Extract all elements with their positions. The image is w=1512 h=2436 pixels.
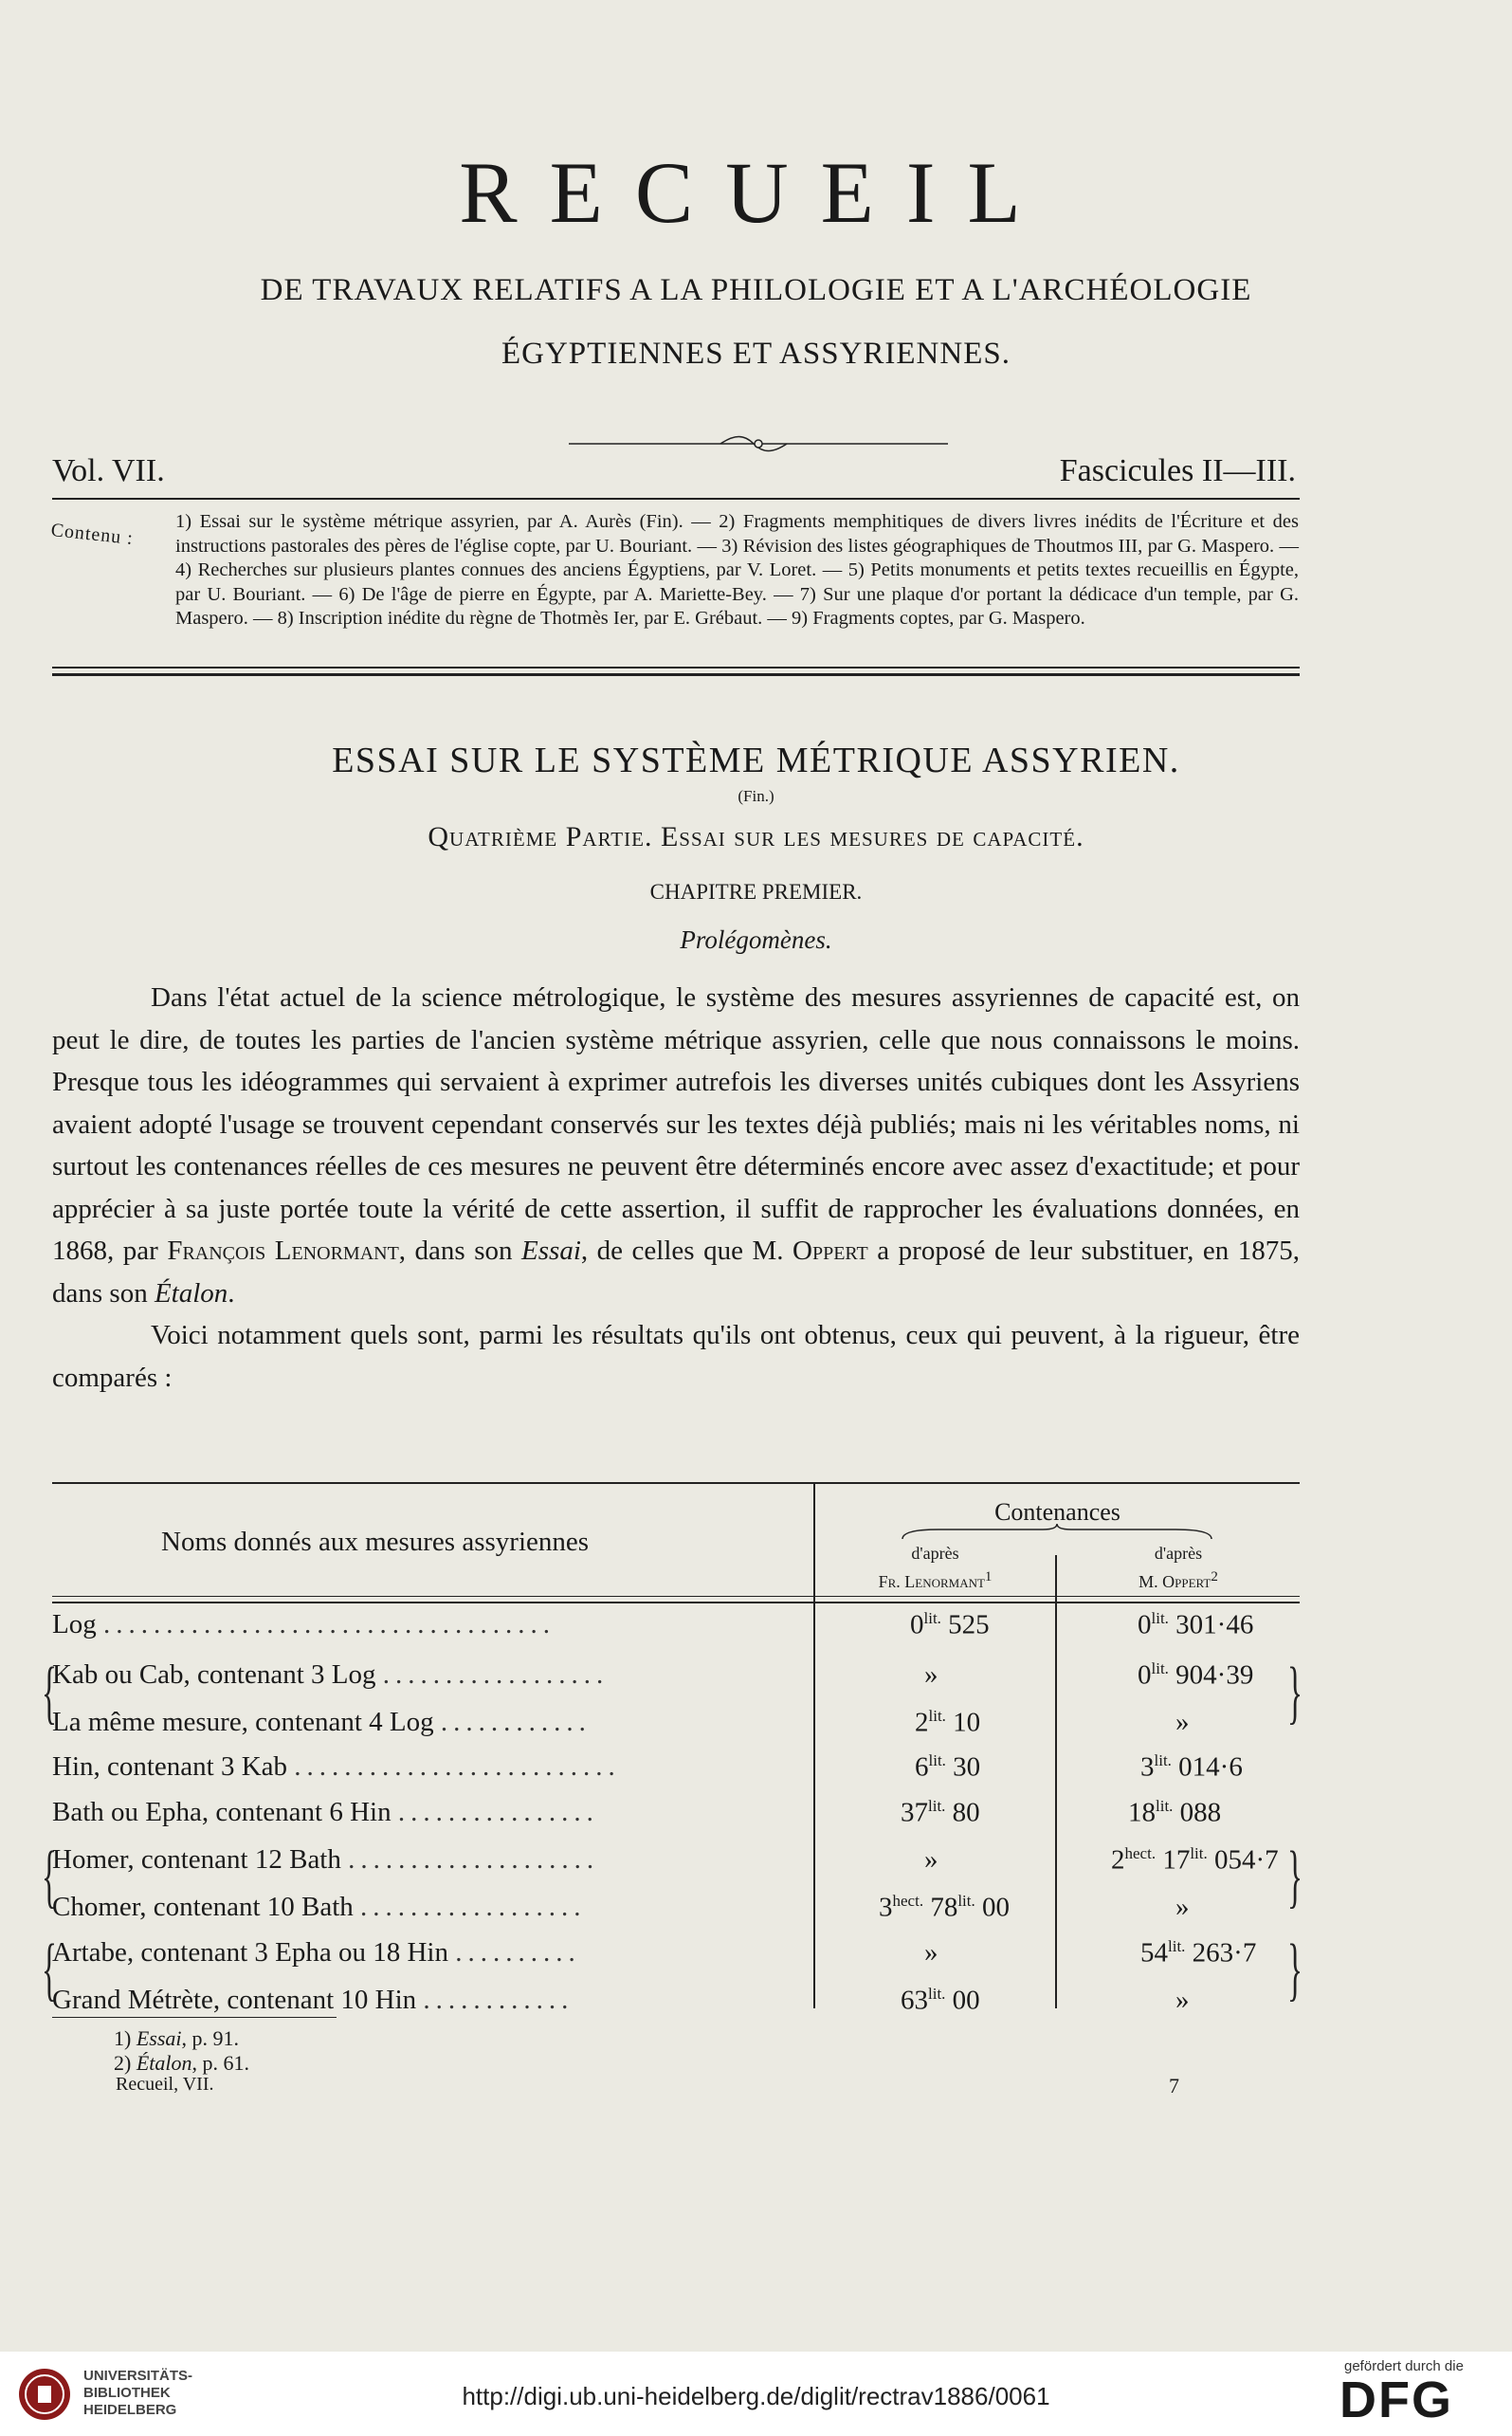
journal-subtitle-line1: DE TRAVAUX RELATIFS A LA PHILOLOGIE ET A L'ARCHÉOLOGIE — [260, 273, 1252, 307]
title-etalon: Étalon — [154, 1277, 228, 1309]
contenances-brace — [901, 1522, 1213, 1541]
author-lenormant: François Lenormant — [167, 1236, 399, 1266]
table-row: Kab ou Cab, contenant 3 Log .................. — [52, 1659, 610, 1690]
dfg-logo: DFG — [1339, 2372, 1453, 2428]
table-row: La même mesure, contenant 4 Log ............ — [52, 1707, 592, 1737]
contenu-text: 1) Essai sur le système métrique assyrien, par A. Aurès (Fin). — 2) Fragments memphitiques de divers livres inédits de l'Écriture et des instructions pastorales des pères de l'église copte, par U. Bouriant. — 3) Révision des listes géographiques de Thoutmos III, par G. Maspero. — 4) Recherches sur plusieurs plantes connues des anciens Égyptiens, par V. Loret. — 5) Petits monuments et petits textes recueillis en Égypte, par U. Bouriant. — 6) De l'âge de pierre en Égypte, par A. Mariette-Bey. — 7) Sur une plaque d'or portant la dédicace d'un temple, par G. Maspero. — 8) Inscription inédite du règne de Thotmès Ier, par E. Grébaut. — 9) Fragments coptes, par G. Maspero. — [175, 511, 1299, 629]
footnote-rule — [52, 2017, 337, 2018]
paragraph-2: Voici notamment quels sont, parmi les résultats qu'ils ont obtenus, ceux qui peuvent, à la rigueur, être comparés : — [52, 1320, 1300, 1393]
lenormant-value: $6^{lit.}$ 30 — [915, 1751, 981, 1783]
fascicules-label: Fascicules II—III. — [1059, 453, 1296, 488]
section-heading: Prolégomènes. — [680, 925, 832, 954]
table-col-divider-2 — [1055, 1555, 1057, 2008]
row-pair-brace-left: { — [42, 1654, 57, 1731]
table-row: Homer, contenant 12 Bath .................... — [52, 1844, 600, 1875]
lenormant-value: $63^{lit.}$ 00 — [901, 1985, 980, 2016]
row-pair-brace-right: } — [1287, 1654, 1303, 1731]
oppert-value: $18^{lit.}$ 088 — [1128, 1797, 1222, 1828]
journal-title: RECUEIL — [459, 144, 1053, 241]
article-fin: (Fin.) — [738, 787, 774, 805]
oppert-value: $0^{lit.}$ 904·39 — [1138, 1659, 1254, 1691]
table-row: Bath ou Epha, contenant 6 Hin ................ — [52, 1797, 599, 1827]
dfg-caption: gefördert durch die — [1344, 2358, 1464, 2374]
table-row: Grand Métrète, contenant 10 Hin ............ — [52, 1985, 574, 2015]
col-dapres-2: d'après — [1154, 1544, 1203, 1563]
row-pair-brace-left: { — [42, 1931, 57, 2008]
col-header-contenances: Contenances — [994, 1498, 1120, 1526]
footnote-2: 2) Étalon, p. 61. — [114, 2051, 249, 2075]
title-essai: Essai — [521, 1236, 581, 1266]
oppert-value: » — [1175, 1985, 1190, 2015]
running-footer: Recueil, VII. — [116, 2074, 214, 2095]
table-row: Hin, contenant 3 Kab .......................... — [52, 1751, 621, 1782]
permalink-url[interactable]: http://digi.ub.uni-heidelberg.de/diglit/rectrav1886/0061 — [462, 2382, 1050, 2410]
chapter-heading: CHAPITRE PREMIER. — [649, 880, 863, 904]
lenormant-value: $0^{lit.}$ 525 — [910, 1609, 990, 1640]
lenormant-value: » — [924, 1937, 938, 1968]
footnote-1: 1) Essai, p. 91. — [114, 2026, 240, 2050]
table-rule-mid2 — [52, 1602, 1300, 1603]
lenormant-value: » — [924, 1659, 938, 1690]
oppert-value: $3^{lit.}$ 014·6 — [1140, 1751, 1243, 1783]
lenormant-value: » — [924, 1844, 938, 1875]
journal-subtitle-line2: ÉGYPTIENNES ET ASSYRIENNES. — [501, 337, 1011, 371]
col-dapres-1: d'après — [911, 1544, 959, 1563]
col-header-lenormant: Fr. Lenormant$^1$ — [878, 1569, 993, 1591]
oppert-value: » — [1175, 1892, 1190, 1922]
col-header-oppert: M. Oppert$^2$ — [1139, 1569, 1218, 1591]
page-number: 7 — [1169, 2074, 1179, 2097]
col-header-names: Noms donnés aux mesures assyriennes — [161, 1527, 590, 1557]
lenormant-value: $37^{lit.}$ 80 — [901, 1797, 980, 1828]
row-pair-brace-left: { — [42, 1838, 57, 1915]
table-rule-top — [52, 1482, 1300, 1484]
oppert-value: » — [1175, 1707, 1190, 1737]
oppert-value: $2^{hect.}$ $17^{lit.}$ 054·7 — [1111, 1844, 1279, 1876]
table-row: Artabe, contenant 3 Epha ou 18 Hin .......... — [52, 1937, 581, 1968]
paragraph-1: Dans l'état actuel de la science métrologique, le système des mesures assyriennes de capacité est, on peut le dire, de toutes les parties de l'ancien système métrique assyrien, celle que nous connaissons le moins. Presque tous les idéogrammes qui servaient à exprimer autrefois les diverses unités cubiques dont les Assyriens avaient adopté l'usage se trouvent cependant conservés sur les textes déjà publiés; mais ni les véritables noms, ni surtout les contenances réelles de ces mesures ne peuvent être déterminés encore avec assez d'exactitude; et pour apprécier à sa juste portée toute la vérité de cette assertion, il suffit de rapprocher les évaluations données, en 1868, par François Lenormant, dans son Essai, de celles que M. Oppert a proposé de leur substituer, en 1875, dans son Étalon. — [52, 982, 1301, 1309]
table-row: Log .................................... — [52, 1609, 556, 1639]
author-oppert: Oppert — [792, 1236, 868, 1266]
volume-label: Vol. VII. — [52, 453, 165, 488]
part-heading: Quatrième Partie. Essai sur les mesures de capacité. — [428, 821, 1084, 852]
article-title: ESSAI SUR LE SYSTÈME MÉTRIQUE ASSYRIEN. — [332, 741, 1180, 780]
table-row: Chomer, contenant 10 Bath .................. — [52, 1892, 587, 1922]
oppert-value: $0^{lit.}$ 301·46 — [1138, 1609, 1254, 1640]
row-pair-brace-right: } — [1287, 1838, 1303, 1915]
table-rule-mid1 — [52, 1596, 1300, 1597]
lenormant-value: $3^{hect.}$ $78^{lit.}$ 00 — [879, 1892, 1010, 1923]
lenormant-value: $2^{lit.}$ 10 — [915, 1707, 981, 1738]
contenu-label: Contenu : — [49, 520, 135, 550]
library-name: UNIVERSITÄTS- BIBLIOTHEK HEIDELBERG — [83, 2368, 193, 2418]
row-pair-brace-right: } — [1287, 1931, 1303, 2008]
oppert-value: $54^{lit.}$ 263·7 — [1140, 1937, 1257, 1969]
